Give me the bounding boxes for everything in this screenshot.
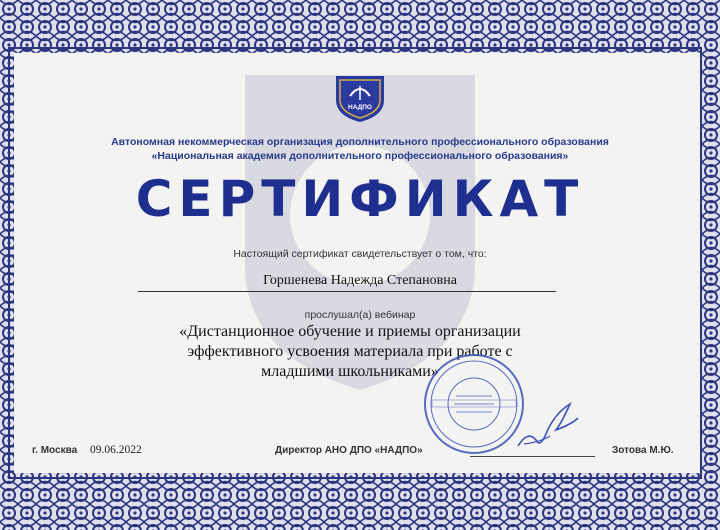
name-underline [138,291,556,292]
recipient-name: Горшенева Надежда Степановна [263,273,457,288]
organization-line-1: Автономная некоммерческая организация дополнительного профессионального образования [111,136,609,148]
signer-name: Зотова М.Ю. [612,445,674,456]
academy-logo [332,74,388,124]
certifies-text: Настоящий сертификат свидетельствует о том, что: [233,248,487,260]
city-label: г. Москва [32,445,78,456]
issue-date: 09.06.2022 [90,444,142,456]
attended-label: прослушал(а) вебинар [304,309,416,321]
logo-text: НАДПО [348,104,372,111]
signature-line [470,456,595,457]
certificate-title: СЕРТИФИКАТ [135,170,585,228]
director-label: Директор АНО ДПО «НАДПО» [275,445,423,456]
webinar-title: «Дистанционное обучение и приемы организации эффективного усвоения материала при работе с младшими школьниками» [179,323,521,380]
director-signature [510,400,585,455]
organization-line-2: «Национальная академия дополнительного профессионального образования» [151,150,569,162]
